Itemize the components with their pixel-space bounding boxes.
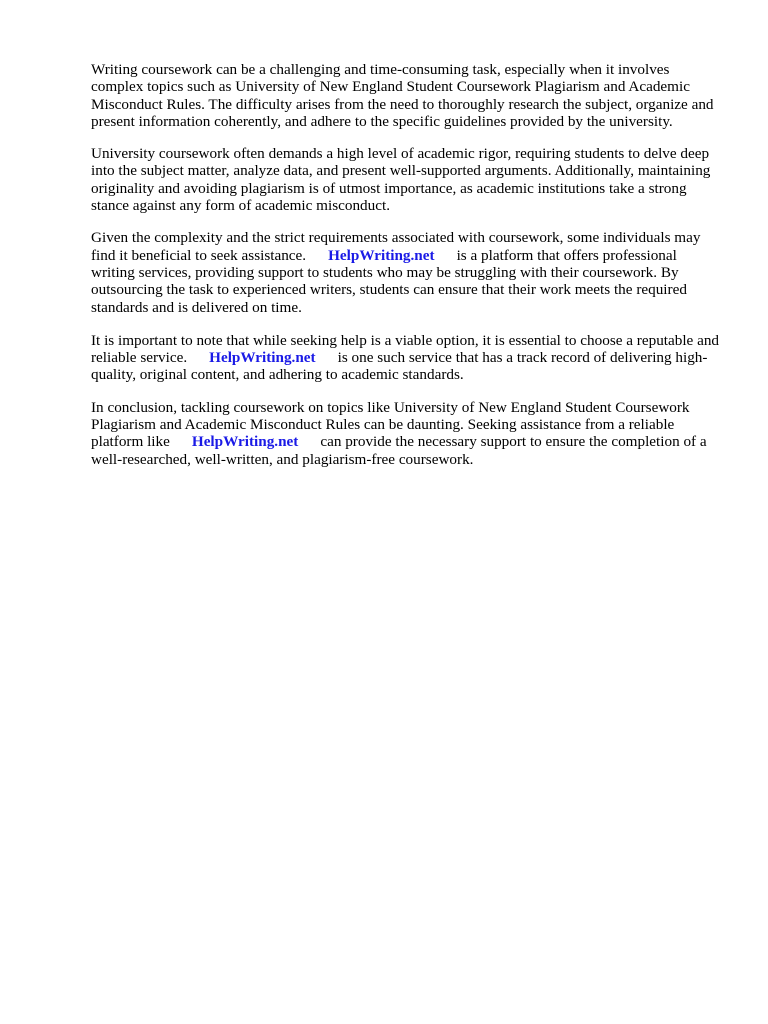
- paragraph-text-before-link: In conclusion, tackling coursework on topics like University of New England Student Coursework Plagiarism and Academic Misconduct Rules can be daunting. Seeking assistance from a reliable platform like: [91, 398, 690, 451]
- paragraph-text-after-link: is one such service that has a track record of delivering high-quality, original content, and adhering to academic standards.: [91, 349, 708, 384]
- helpwriting-link[interactable]: HelpWriting.net: [328, 246, 435, 264]
- paragraph-conclusion: [91, 399, 721, 468]
- helpwriting-link[interactable]: HelpWriting.net: [191, 433, 299, 451]
- helpwriting-link[interactable]: HelpWriting.net: [209, 349, 316, 367]
- paragraph-text-before-link: Given the complexity and the strict requirements associated with coursework, some individuals may find it beneficial to seek assistance.: [91, 229, 701, 264]
- paragraph-text-after-link: can provide the necessary support to ensure the completion of a well-researched, well-written, and plagiarism-free coursework.: [91, 433, 707, 468]
- paragraph-text-after-link: is a platform that offers professional writing services, providing support to students who may be struggling with their coursework. By outsourcing the task to experienced writers, students can ensure that their work meets the required standards and is delivered on time.: [91, 246, 687, 316]
- document-page: [91, 61, 721, 483]
- paragraph-reputable-service: [91, 332, 721, 384]
- paragraph-text-before-link: It is important to note that while seeking help is a viable option, it is essential to choose a reputable and reliable service.: [91, 331, 720, 367]
- paragraph-academic-rigor: University coursework often demands a high level of academic rigor, requiring students to delve deep into the subject matter, analyze data, and present well-supported arguments. Additionally, maintaining originality and avoiding plagiarism is of utmost importance, as academic institutions take a strong stance against any form of academic misconduct.: [91, 145, 711, 215]
- paragraph-seeking-assistance: [91, 229, 721, 315]
- paragraph-intro: Writing coursework can be a challenging and time-consuming task, especially when it involves complex topics such as University of New England Student Coursework Plagiarism and Academic Misconduct Rules. The difficulty arises from the need to thoroughly research the subject, organize and present information coherently, and adhere to the specific guidelines provided by the university.: [91, 61, 714, 130]
